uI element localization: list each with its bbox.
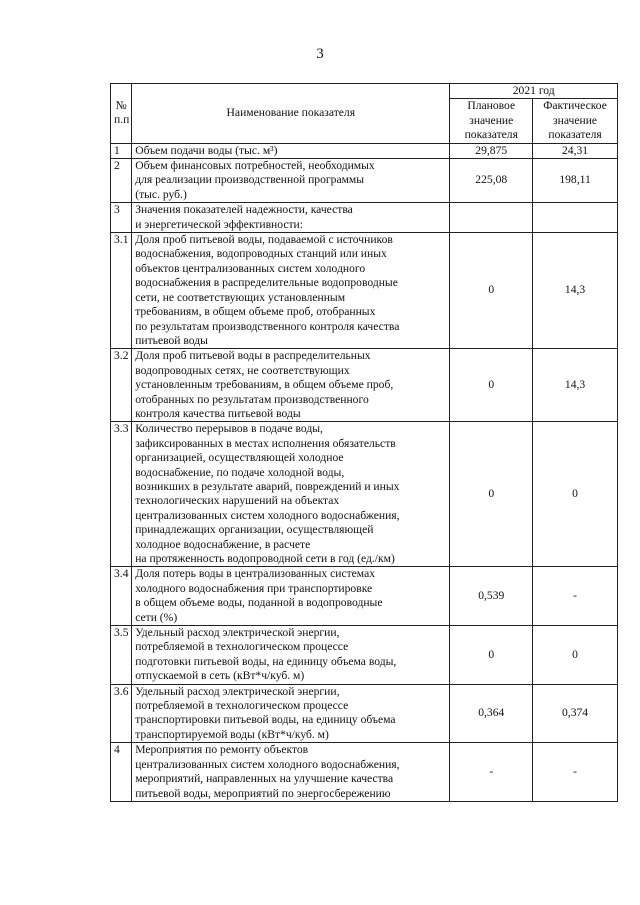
header-plan-value: Плановое значение показателя (450, 99, 533, 143)
table-row (111, 567, 618, 626)
row-indicator-name: Доля проб питьевой воды в распределительных водопроводных сетях, не соответствующих установленным требованиям, в общем объеме проб, отобранных по результатам производственного контроля качества питьевой воды (132, 349, 450, 422)
row-number: 2 (111, 159, 132, 203)
row-fact-value: 0 (533, 626, 618, 685)
row-number: 3.6 (111, 684, 132, 743)
row-fact-value: 0,374 (533, 684, 618, 743)
row-plan-value: - (450, 743, 533, 802)
row-plan-value: 0 (450, 349, 533, 422)
table-row (111, 203, 618, 233)
header-indicator-name: Наименование показателя (132, 84, 450, 144)
row-indicator-name: Количество перерывов в подаче воды, зафиксированных в местах исполнения обязательств организацией, осуществляющей холодное водоснабжение, по подаче холодной воды, возникших в результате аварий, повреждений и иных технологических нарушений на объектах централизованных систем холодного водоснабжения, принадлежащих организации, осуществляющей холодное водоснабжение, в расчете на протяженность водопроводной сети в год (ед./км) (132, 422, 450, 567)
row-fact-value: - (533, 743, 618, 802)
row-plan-value: 0 (450, 422, 533, 567)
row-fact-value: 14,3 (533, 349, 618, 422)
header-year: 2021 год (450, 84, 618, 99)
row-indicator-name: Удельный расход электрической энергии, потребляемой в технологическом процессе подготовки питьевой воды, на единицу объема воды, отпускаемой в сеть (кВт*ч/куб. м) (132, 626, 450, 685)
row-indicator-name: Объем подачи воды (тыс. м³) (132, 143, 450, 158)
row-indicator-name: Удельный расход электрической энергии, потребляемой в технологическом процессе транспортировки питьевой воды, на единицу объема транспортируемой воды (кВт*ч/куб. м) (132, 684, 450, 743)
table-header-row-year (111, 84, 618, 99)
row-plan-value: 0 (450, 626, 533, 685)
table-row (111, 349, 618, 422)
table-row (111, 422, 618, 567)
row-indicator-name: Мероприятия по ремонту объектов централизованных систем холодного водоснабжения, мероприятий, направленных на улучшение качества питьевой воды, мероприятий по энергосбережению (132, 743, 450, 802)
row-number: 3.1 (111, 233, 132, 349)
row-plan-value: 225,08 (450, 159, 533, 203)
row-number: 3.5 (111, 626, 132, 685)
header-number: № п.п (111, 84, 132, 144)
row-indicator-name: Доля потерь воды в централизованных системах холодного водоснабжения при транспортировке в общем объеме воды, поданной в водопроводные сети (%) (132, 567, 450, 626)
row-number: 4 (111, 743, 132, 802)
table-row (111, 159, 618, 203)
row-plan-value: 0,364 (450, 684, 533, 743)
row-indicator-name: Объем финансовых потребностей, необходимых для реализации производственной программы (тыс. руб.) (132, 159, 450, 203)
row-fact-value: - (533, 567, 618, 626)
row-number: 1 (111, 143, 132, 158)
row-plan-value: 0,539 (450, 567, 533, 626)
row-number: 3.2 (111, 349, 132, 422)
row-fact-value: 198,11 (533, 159, 618, 203)
row-number: 3.4 (111, 567, 132, 626)
row-indicator-name: Значения показателей надежности, качества и энергетической эффективности: (132, 203, 450, 233)
table-row (111, 684, 618, 743)
row-fact-value: 24,31 (533, 143, 618, 158)
row-number: 3.3 (111, 422, 132, 567)
row-fact-value: 0 (533, 422, 618, 567)
table-row (111, 143, 618, 158)
header-fact-value: Фактическое значение показателя (533, 99, 618, 143)
row-indicator-name: Доля проб питьевой воды, подаваемой с источников водоснабжения, водопроводных станций или иных объектов централизованных систем холодного водоснабжения в распределительные водопроводные сети, не соответствующих установленным требованиям, в общем объеме проб, отобранных по результатам производственного контроля качества питьевой воды (132, 233, 450, 349)
row-plan-value (450, 203, 533, 233)
table-row (111, 626, 618, 685)
row-fact-value: 14,3 (533, 233, 618, 349)
row-number: 3 (111, 203, 132, 233)
row-fact-value (533, 203, 618, 233)
row-plan-value: 29,875 (450, 143, 533, 158)
table-row (111, 743, 618, 802)
row-plan-value: 0 (450, 233, 533, 349)
indicators-table (110, 83, 618, 802)
table-row (111, 233, 618, 349)
page-number: 3 (316, 46, 324, 62)
